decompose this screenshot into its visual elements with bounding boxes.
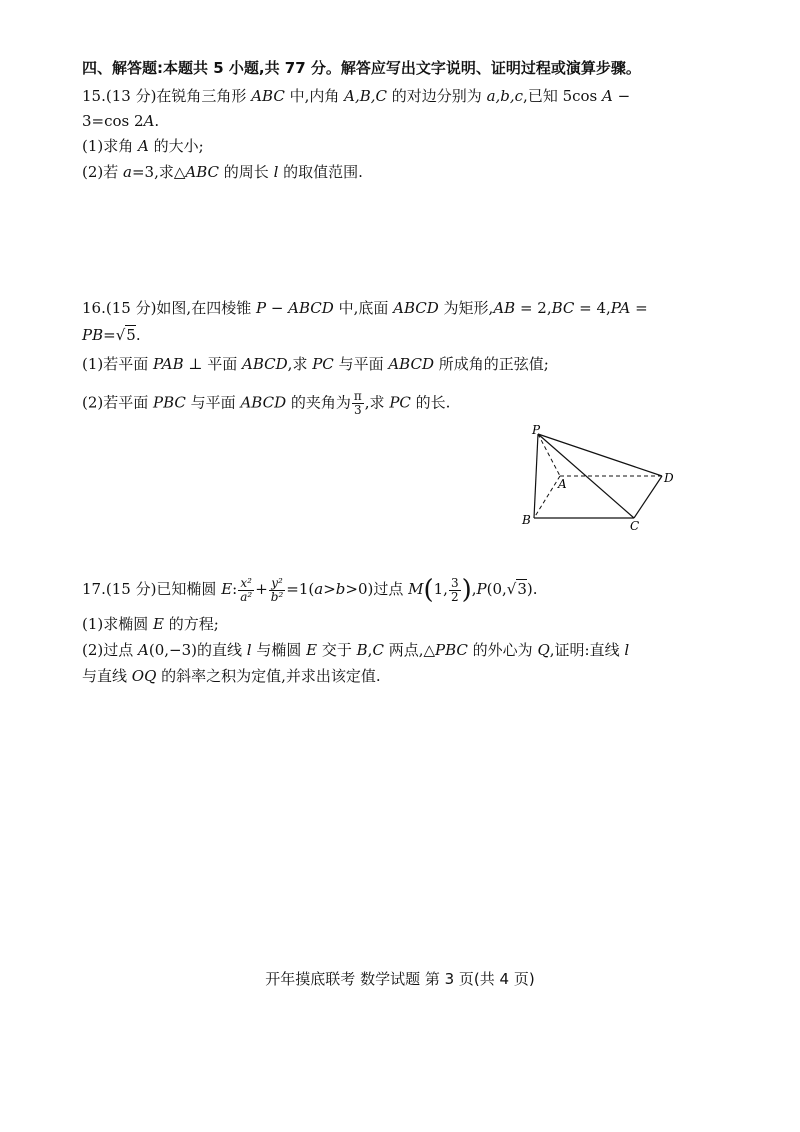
q17-text: > bbox=[323, 580, 336, 598]
q16-text: ,求 bbox=[287, 355, 313, 373]
q17-text: ). bbox=[526, 580, 538, 598]
q16-var: PC bbox=[389, 393, 411, 412]
three-halves-fraction bbox=[449, 577, 461, 604]
q16-var: ABCD bbox=[388, 355, 434, 373]
q15-text: (2)若 bbox=[82, 163, 124, 181]
y-squared-over-b-squared bbox=[269, 577, 286, 604]
q16-score: (15 分) bbox=[105, 299, 157, 317]
sqrt-symbol: √ bbox=[115, 326, 126, 344]
q15-var: ABC bbox=[251, 87, 285, 105]
q16-var: ABCD bbox=[242, 355, 288, 373]
q16-var: BC bbox=[551, 299, 575, 317]
q16-var: PB bbox=[82, 326, 104, 344]
q17-part2-line1 bbox=[82, 640, 629, 660]
q16-var: P − ABCD bbox=[255, 299, 334, 317]
q16-stem-line2 bbox=[82, 325, 141, 345]
q16-text: ⊥ 平面 bbox=[183, 355, 243, 373]
label-D: D bbox=[664, 471, 674, 485]
x-squared-over-a-squared bbox=[238, 577, 254, 604]
q16-text: = 4, bbox=[574, 299, 611, 317]
q17-part1 bbox=[82, 614, 219, 634]
sqrt-radicand: 5 bbox=[126, 326, 136, 344]
q17-text: (0, bbox=[486, 580, 507, 598]
edge-AB bbox=[534, 476, 560, 518]
q17-text: 的外心为 bbox=[467, 641, 538, 659]
fraction-denominator: a² bbox=[240, 589, 253, 604]
q17-var: A bbox=[138, 641, 149, 659]
q17-text: : bbox=[232, 580, 238, 598]
q16-text: 如图,在四棱锥 bbox=[156, 299, 256, 317]
q15-text: (1)求角 bbox=[82, 137, 139, 155]
q15-text: 在锐角三角形 bbox=[156, 87, 252, 105]
label-C: C bbox=[630, 519, 640, 533]
q15-score: (13 分) bbox=[105, 87, 157, 105]
q16-text: = bbox=[630, 299, 648, 317]
q17-part2-line2 bbox=[82, 666, 381, 686]
q17-var: P bbox=[476, 580, 487, 598]
q15-var: A bbox=[602, 87, 613, 105]
edge-CD bbox=[634, 476, 662, 518]
q15-var: a bbox=[123, 163, 132, 181]
q16-var: PA bbox=[610, 299, 631, 317]
q17-var: Q bbox=[537, 641, 550, 659]
right-paren: ) bbox=[461, 575, 472, 605]
q15-text: 3=cos 2 bbox=[82, 112, 144, 130]
q16-text: = 2, bbox=[515, 299, 552, 317]
edge-PB bbox=[534, 434, 538, 518]
q15-number: 15. bbox=[82, 87, 106, 105]
q17-text: , bbox=[367, 641, 373, 659]
q17-var: E bbox=[306, 641, 318, 659]
q15-text: 中,内角 bbox=[284, 87, 345, 105]
edge-PD bbox=[538, 434, 662, 476]
q16-text: 的长. bbox=[410, 393, 451, 412]
q17-var: E bbox=[153, 615, 164, 633]
q15-text: − bbox=[612, 87, 631, 105]
q16-number: 16. bbox=[82, 299, 106, 317]
q17-text: (2)过点 bbox=[82, 641, 139, 659]
q15-text: . bbox=[154, 112, 160, 130]
q15-text: 的周长 bbox=[219, 163, 274, 181]
label-B: B bbox=[522, 513, 531, 527]
q15-var: A,B,C bbox=[344, 87, 388, 105]
q16-part2 bbox=[82, 390, 450, 417]
q16-var: PBC bbox=[153, 393, 186, 412]
q17-text: 的斜率之积为定值,并求出该定值. bbox=[156, 667, 381, 685]
q15-text: 的取值范围. bbox=[278, 163, 363, 181]
q17-text: (1)求椭圆 bbox=[82, 615, 154, 633]
q17-text: >0)过点 bbox=[345, 580, 409, 598]
q16-text: 与平面 bbox=[333, 355, 389, 373]
q17-text: 1, bbox=[433, 580, 448, 598]
q17-text: 与椭圆 bbox=[251, 641, 307, 659]
q17-var: M bbox=[408, 580, 424, 598]
left-paren: ( bbox=[423, 575, 434, 605]
q16-var: ABCD bbox=[240, 393, 287, 412]
q17-number: 17. bbox=[82, 580, 106, 598]
q16-text: 与平面 bbox=[185, 393, 241, 412]
q17-var: b bbox=[335, 580, 346, 598]
page-footer: 开年摸底联考 数学试题 第 3 页(共 4 页) bbox=[265, 970, 535, 988]
q15-var: l bbox=[273, 163, 279, 181]
q16-var: AB bbox=[493, 299, 516, 317]
q17-text: (0,−3)的直线 bbox=[148, 641, 247, 659]
q15-var: a,b,c bbox=[486, 87, 524, 105]
q17-text: 已知椭圆 bbox=[156, 580, 222, 598]
q15-part2 bbox=[82, 162, 363, 182]
section-heading: 四、解答题:本题共 5 小题,共 77 分。解答应写出文字说明、证明过程或演算步骤。 bbox=[82, 59, 641, 77]
fraction-numerator: x² bbox=[238, 577, 254, 591]
q15-text: =3,求△ bbox=[131, 163, 186, 181]
q17-var: C bbox=[372, 641, 384, 659]
q16-text: 为矩形, bbox=[438, 299, 494, 317]
q17-text: ,证明:直线 bbox=[549, 641, 625, 659]
pyramid-figure bbox=[516, 420, 696, 540]
q16-part1 bbox=[82, 354, 549, 374]
fraction-numerator: y² bbox=[269, 577, 286, 591]
q17-stem-line1 bbox=[82, 574, 538, 604]
q15-stem-line1 bbox=[82, 86, 630, 106]
q15-stem-line2 bbox=[82, 111, 159, 131]
fraction-numerator: π bbox=[353, 389, 362, 403]
label-P: P bbox=[532, 423, 541, 437]
q16-stem-line1 bbox=[82, 298, 648, 318]
q16-text: . bbox=[135, 326, 141, 344]
q17-var: PBC bbox=[435, 641, 468, 659]
sqrt-radicand: 3 bbox=[517, 580, 527, 598]
q15-text: 的对边分别为 bbox=[387, 87, 487, 105]
q15-text: ,已知 5cos bbox=[523, 87, 603, 105]
sqrt-symbol: √ bbox=[506, 580, 517, 598]
q16-text: = bbox=[103, 326, 116, 344]
q17-text: 两点,△ bbox=[383, 641, 436, 659]
q15-var: A bbox=[138, 137, 149, 155]
q17-text: , bbox=[471, 580, 477, 598]
q17-text: + bbox=[255, 580, 268, 598]
q17-text: =1( bbox=[286, 580, 315, 598]
fraction-denominator: b² bbox=[270, 589, 284, 604]
q16-text: (2)若平面 bbox=[82, 393, 154, 412]
q17-var: OQ bbox=[131, 667, 157, 685]
pi-over-3-fraction bbox=[352, 390, 364, 417]
q15-var: ABC bbox=[185, 163, 220, 181]
q17-var: l bbox=[624, 641, 630, 659]
q16-text: (1)若平面 bbox=[82, 355, 154, 373]
q17-var: B bbox=[356, 641, 368, 659]
q17-text: 交于 bbox=[317, 641, 357, 659]
q16-text: 中,底面 bbox=[333, 299, 394, 317]
q17-var: l bbox=[246, 641, 252, 659]
q16-var: PC bbox=[312, 355, 334, 373]
q17-var: E bbox=[221, 580, 233, 598]
q16-var: ABCD bbox=[393, 299, 439, 317]
q16-var: PAB bbox=[153, 355, 184, 373]
label-A: A bbox=[558, 477, 567, 491]
fraction-denominator: 2 bbox=[450, 589, 459, 604]
q16-text: 的夹角为 bbox=[286, 393, 351, 412]
q16-text: ,求 bbox=[364, 393, 390, 412]
q15-var: A bbox=[143, 112, 155, 130]
fraction-denominator: 3 bbox=[354, 403, 362, 417]
q17-text: 与直线 bbox=[82, 667, 132, 685]
q15-part1 bbox=[82, 136, 204, 156]
q17-var: a bbox=[314, 580, 324, 598]
q15-text: 的大小; bbox=[148, 137, 204, 155]
fraction-numerator: 3 bbox=[450, 575, 459, 590]
q16-text: 所成角的正弦值; bbox=[433, 355, 549, 373]
q17-score: (15 分) bbox=[105, 580, 157, 598]
q17-text: 的方程; bbox=[163, 615, 219, 633]
